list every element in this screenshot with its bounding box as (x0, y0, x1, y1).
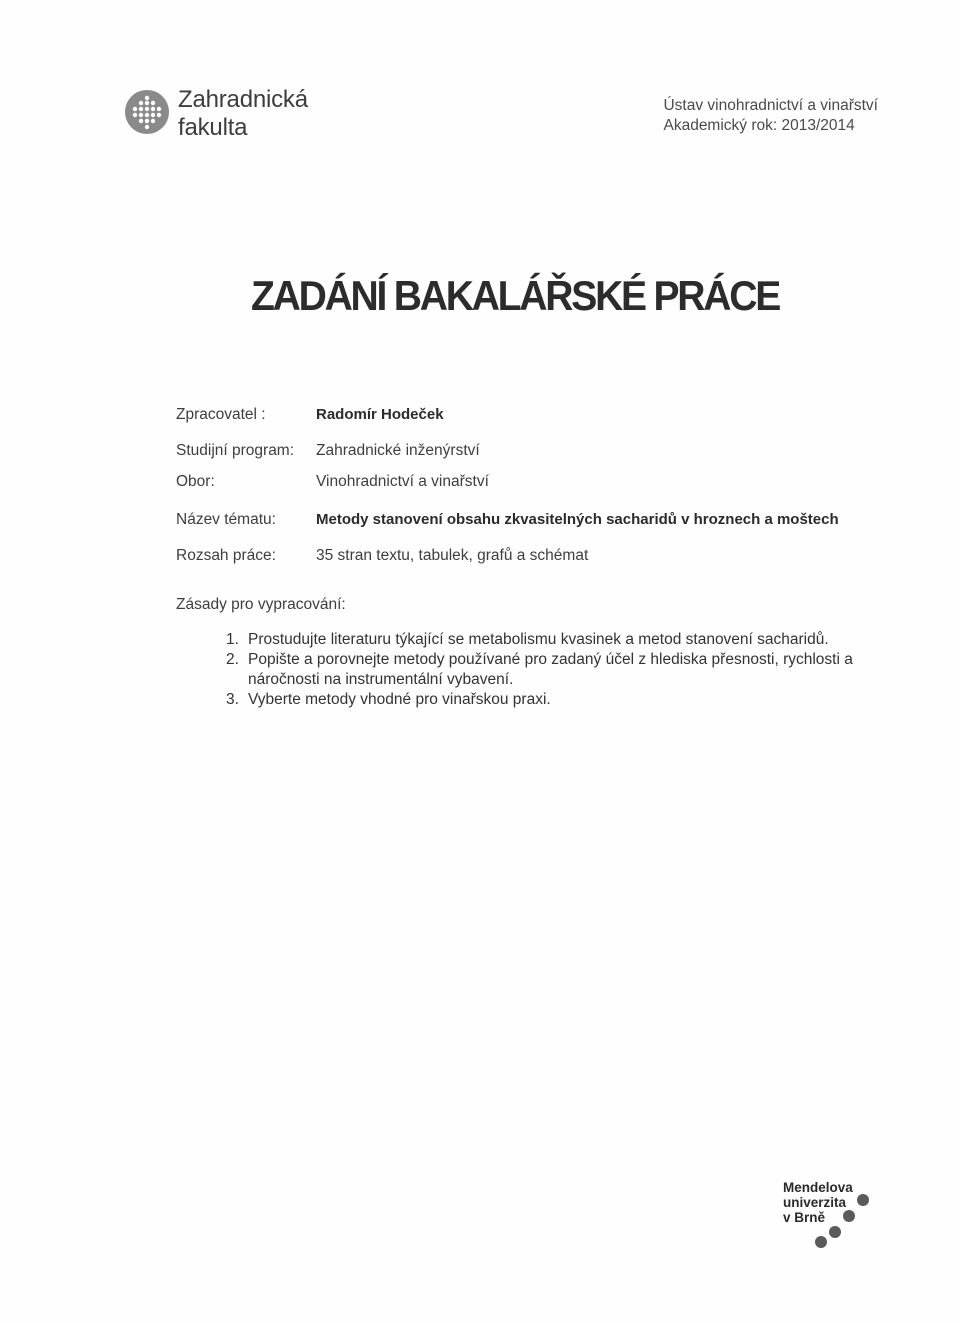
university-logo (783, 1180, 883, 1260)
university-name-line3: v Brně (783, 1210, 826, 1225)
info-label: Obor: (176, 473, 215, 490)
guidelines-heading: Zásady pro vypracování: (176, 596, 346, 613)
list-item-number: 2. (226, 651, 239, 668)
thesis-scope: 35 stran textu, tabulek, grafů a schémat (316, 547, 589, 564)
list-item-number: 3. (226, 691, 239, 708)
university-name (783, 1180, 853, 1225)
info-label: Studijní program: (176, 442, 295, 459)
info-label: Název tématu: (176, 511, 276, 528)
list-item (226, 630, 868, 650)
faculty-logo (124, 86, 324, 156)
institute-name: Ústav vinohradnictví a vinařství (663, 97, 878, 114)
study-field: Vinohradnictví a vinařství (316, 473, 489, 490)
university-name-line1: Mendelova (783, 1180, 853, 1195)
study-program: Zahradnické inženýrství (316, 442, 480, 459)
faculty-emblem-icon (124, 89, 170, 135)
guidelines-list (226, 630, 868, 710)
institute-block (663, 96, 878, 136)
document-title: ZADÁNÍ BAKALÁŘSKÉ PRÁCE (251, 272, 780, 319)
faculty-name (178, 86, 308, 142)
logo-dot-icon (843, 1210, 855, 1222)
academic-year: Akademický rok: 2013/2014 (663, 117, 855, 134)
list-item-text: Prostudujte literaturu týkající se metabolismu kvasinek a metod stanovení sacharidů. (248, 631, 829, 648)
logo-dot-icon (829, 1226, 841, 1238)
list-item-text: Popište a porovnejte metody používané pro zadaný účel z hlediska přesnosti, rychlosti a náročnosti na instrumentální vybavení. (248, 651, 853, 688)
list-item-number: 1. (226, 631, 239, 648)
faculty-name-line2: fakulta (178, 114, 248, 141)
author-name: Radomír Hodeček (316, 406, 444, 423)
logo-dot-icon (857, 1194, 869, 1206)
list-item (226, 690, 868, 710)
logo-dot-icon (815, 1236, 827, 1248)
info-label: Zpracovatel : (176, 406, 266, 423)
list-item (226, 650, 868, 690)
faculty-name-line1: Zahradnická (178, 86, 308, 113)
info-label: Rozsah práce: (176, 547, 276, 564)
university-name-line2: univerzita (783, 1195, 847, 1210)
thesis-topic: Metody stanovení obsahu zkvasitelných sacharidů v hroznech a moštech (316, 511, 839, 528)
list-item-text: Vyberte metody vhodné pro vinařskou praxi. (248, 691, 551, 708)
